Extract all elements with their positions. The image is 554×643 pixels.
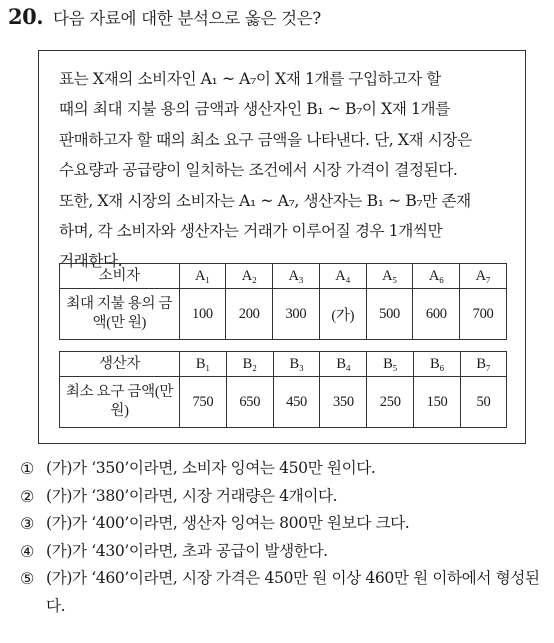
answer-option-3[interactable] [20,510,548,538]
passage-text [59,64,509,277]
question-prompt: 다음 자료에 대한 분석으로 옳은 것은? [53,9,321,28]
producer-header-label: 생산자 [60,352,180,377]
table-cell: 250 [367,377,414,428]
column-header: A₇ [460,264,507,289]
passage-line: 판매하고자 할 때의 최소 요구 금액을 나타낸다. 단, X재 시장은 [59,130,472,149]
passage-line: 수요량과 공급량이 일치하는 조건에서 시장 가격이 결정된다. [59,161,458,180]
answer-option-4[interactable] [20,538,548,566]
option-marker: ④ [20,541,34,561]
column-header: B₅ [367,352,414,377]
column-header: A₅ [366,264,413,289]
answer-option-1[interactable] [20,455,548,483]
question-number: 20. [8,4,44,29]
table-cell: 350 [320,377,367,428]
option-marker: ① [20,459,34,478]
passage-line: 하며, 각 소비자와 생산자는 거래가 이루어질 경우 1개씩만 [59,222,443,241]
passage-line: 또한, X재 시장의 소비자는 A₁ ~ A₇, 생산자는 B₁ ~ B₇만 존재 [59,191,471,210]
option-text: (가)가 ‘430’이라면, 초과 공급이 발생한다. [46,541,328,560]
passage-line: 표는 X재의 소비자인 A₁ ~ A₇이 X재 1개를 구입하고자 할 [59,70,441,88]
consumer-row-label: 최대 지불 용의 금액(만 원) [60,289,180,340]
option-marker: ③ [20,514,34,533]
table-cell: 750 [180,377,227,428]
table-cell: 150 [414,377,461,428]
column-header: A₆ [413,264,460,289]
table-cell: 600 [413,289,460,340]
table-row [60,377,507,428]
option-marker: ② [20,486,34,506]
column-header: B₇ [460,352,506,377]
column-header: B₃ [273,352,320,377]
answer-options [20,455,548,620]
answer-option-2[interactable] [20,483,548,511]
column-header: A₄ [319,264,366,289]
option-text: (가)가 ‘400’이라면, 생산자 잉여는 800만 원보다 크다. [46,514,410,532]
consumer-table [59,263,507,340]
option-text: (가)가 ‘350’이라면, 소비자 잉여는 450만 원이다. [46,459,376,477]
table-cell: 500 [366,289,413,340]
table-cell: 700 [460,289,507,340]
table-cell: 650 [226,377,273,428]
column-header: A₃ [273,264,320,289]
option-text: (가)가 ‘460’이라면, 시장 가격은 450만 원 이상 460만 원 이하에서 형성된다. [46,569,540,615]
consumer-header-label: 소비자 [60,264,180,289]
question-header [8,4,548,29]
table-cell: 100 [179,289,226,340]
column-header: B₆ [414,352,461,377]
table-cell: 50 [460,377,506,428]
table-cell: (가) [319,289,366,340]
column-header: A₁ [179,264,226,289]
table-header-row [60,352,507,377]
table-row [60,289,507,340]
column-header: A₂ [226,264,273,289]
passage-line: 거래한다. [59,252,123,271]
column-header: B₄ [320,352,367,377]
passage-line: 때의 최대 지불 용의 금액과 생산자인 B₁ ~ B₇이 X재 1개를 [59,100,450,119]
table-cell: 200 [226,289,273,340]
table-cell: 450 [273,377,320,428]
producer-table [59,351,507,428]
answer-option-5[interactable] [20,565,548,620]
table-header-row [60,264,507,289]
option-text: (가)가 ‘380’이라면, 시장 거래량은 4개이다. [46,486,338,505]
column-header: B₂ [226,352,273,377]
table-cell: 300 [273,289,320,340]
producer-row-label: 최소 요구 금액(만 원) [60,377,180,428]
column-header: B₁ [180,352,227,377]
option-marker: ⑤ [20,569,34,588]
